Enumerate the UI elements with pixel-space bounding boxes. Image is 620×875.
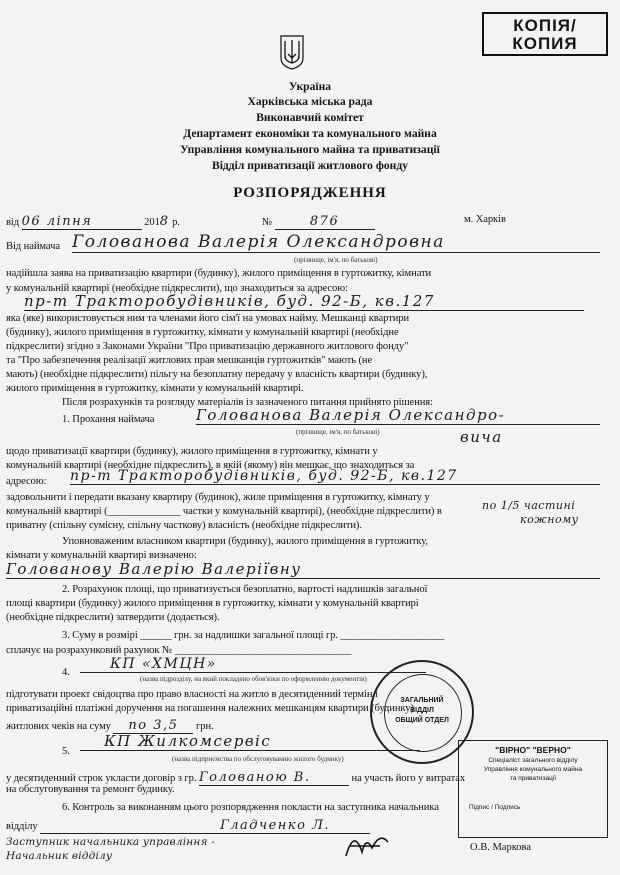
tenant-label: Від наймача [6, 241, 60, 252]
item4-caption: (назва підрозділу, на який покладено обов'язки по оформленню документів) [140, 675, 367, 683]
header-committee: Виконавчий комітет [256, 111, 364, 124]
verno-stamp-title: "ВІРНО" "ВЕРНО" [495, 745, 571, 755]
item2-line-1: 2. Розрахунок площі, що приватизується безоплатно, вартості надлишків загальної [62, 584, 428, 595]
item1-line-3-prefix: адресою: [6, 476, 47, 487]
body-line-3: яка (яке) використовується ним та членами його сім'ї на умовах найму. Мешканці квартири [6, 313, 410, 324]
item1-line-6: приватну (спільну сумісну, спільну часткову) власність (необхідне підкреслити). [6, 520, 362, 531]
item2-line-3: (необхідне підкреслити) затвердити (додається). [6, 612, 220, 623]
item1-share-note: по 1/5 частині [482, 499, 576, 512]
body-line-5: підкреслити) згідно з Законами України "Про приватизацію державного житлового фонду" [6, 341, 409, 352]
number-label: № [262, 217, 273, 228]
copy-stamp [482, 12, 608, 56]
body-line-9: Після розрахунків та розгляду матеріалів із зазначеного питання прийнято рішення: [62, 397, 433, 408]
item6-name: Гладченко Л. [40, 818, 370, 834]
item5-line-1-suffix: на участь його у витратах [351, 773, 466, 784]
item1-line-4: задовольнити і передати вказану квартиру (будинок), жиле приміщення в гуртожитку, кімнату у [6, 492, 430, 503]
number-row [262, 214, 375, 230]
item4-line-2: приватизаційні платіжні доручення на погашення належних мешканцям квартири (будинку) [6, 703, 414, 714]
item4-sum: по 3,5 [113, 718, 193, 734]
verno-stamp [458, 740, 608, 838]
item4-line-3-suffix: грн. [196, 721, 214, 732]
item1-line-7: Уповноваженим власником квартири (будинку), жилого приміщення в гуртожитку, [62, 536, 428, 547]
item6-line-1: 6. Контроль за виконанням цього розпорядження покласти на заступника начальника [62, 802, 439, 813]
item1-address: пр-т Тракторобудівників, буд. 92-Б, кв.127 [70, 468, 600, 485]
copy-stamp-line2: КОПИЯ [512, 34, 578, 53]
footer-role-2: Начальник відділу [6, 850, 113, 862]
item5-line-1-prefix: у десятиденний строк укласти договір з гр. [6, 773, 197, 784]
item1-lead: 1. Прохання наймача [62, 414, 155, 425]
item1-authorized-owner: Голованову Валерію Валеріївну [6, 560, 600, 579]
date-row [6, 214, 180, 230]
item1-caption: (прізвище, ім'я, по батькові) [296, 428, 380, 436]
year-prefix: 201 [144, 217, 160, 228]
date-prefix: від [6, 217, 20, 228]
verno-stamp-line3: та приватизації [509, 775, 557, 782]
item2-line-2: площі квартири (будинку) жилого приміщення в гуртожитку, кімнати у комунальній квартирі [6, 598, 419, 609]
body-line-2: у комунальній квартирі (необхідне підкреслити), що знаходиться за адресою: [6, 283, 348, 294]
document-number: 876 [275, 214, 375, 230]
item5-name: Голованою В. [199, 770, 349, 786]
footer-signatory: О.В. Маркова [470, 842, 532, 853]
tenant-name: Голованова Валерія Олександровна [72, 232, 600, 253]
item1-line-5: комунальній квартирі (______________ частки у комунальній квартирі), (необхідне підкреслити) в [6, 506, 442, 517]
header-council: Харківська міська рада [247, 95, 373, 108]
document-title: РОЗПОРЯДЖЕННЯ [233, 185, 387, 201]
date-day-month: 06 ліпня [22, 214, 142, 230]
item1-line-8: кімнати у комунальній квартирі визначено: [6, 550, 197, 561]
item5-caption: (назва підприємства по обслуговуванню жилого будинку) [172, 755, 344, 763]
item6-line-2 [6, 818, 370, 834]
signature-icon [340, 822, 394, 862]
header-division: Відділ приватизації житлового фонду [211, 159, 409, 172]
item4-line-3-prefix: житлових чеків на суму [6, 721, 111, 732]
body-line-4: (будинку), жилого приміщення в гуртожитку, кімнати у комунальній квартирі (необхідне [6, 327, 399, 338]
tenant-caption: (прізвище, ім'я, по батькові) [294, 256, 378, 264]
item1-name-continued: вича [460, 428, 503, 446]
item1-name: Голованова Валерія Олександро- [196, 406, 600, 425]
trident-emblem-icon [279, 34, 305, 70]
body-line-8: жилого приміщення в гуртожитку, кімнати у комунальній квартирі. [6, 383, 304, 394]
header-department: Департамент економіки та комунального майна [183, 127, 437, 140]
round-stamp-line1: ЗАГАЛЬНИЙ [400, 697, 444, 704]
verno-stamp-sign: Підпис / Подпись [469, 804, 521, 811]
footer-role-1: Заступник начальника управління - [6, 836, 215, 848]
item4-company: КП «ХМЦН» [80, 656, 426, 673]
item3-line-2: сплачує на розрахунковий рахунок № __________________________________ [6, 645, 352, 656]
body-line-7: мають) (необхідне підкреслити) пільгу на безоплатну передачу у власність квартири (будинку), [6, 369, 428, 380]
body-line-6: та "Про забезпечення реалізації житлових прав мешканців гуртожитків" мають (не [6, 355, 373, 366]
item6-line-2-prefix: відділу [6, 821, 38, 832]
header-country: Україна [288, 80, 332, 93]
verno-stamp-line2: Управління комунального майна [483, 766, 583, 773]
item4-line-1: підготувати проект свідоцтва про право власності на житло в десятиденний термін і [6, 689, 378, 700]
round-stamp-line2: ВІДДІЛ [410, 707, 434, 714]
item1-line-2: комунальній квартирі (необхідне підкреслить), в якій (якому) він мешкає, що знаходиться за [6, 460, 415, 471]
item5-line-2: на обслуговування та ремонт будинку. [6, 784, 175, 795]
body-line-1: надійшла заява на приватизацію квартири (будинку), жилого приміщення в гуртожитку, кімнати [6, 268, 432, 279]
body-address: пр-т Тракторобудівників, буд. 92-Б, кв.127 [24, 292, 584, 311]
city: м. Харків [464, 214, 506, 225]
item5-number: 5. [62, 746, 70, 757]
year-suffix: 8 [159, 214, 170, 229]
item3-line-1: 3. Суму в розмірі ______ грн. за надлишки загальної площі гр. ____________________ [62, 630, 445, 641]
verno-stamp-line1: Спеціаліст загального відділу [488, 757, 578, 764]
year-label: р. [172, 217, 180, 228]
item4-number: 4. [62, 667, 70, 678]
copy-stamp-line1: КОПІЯ/ [513, 16, 577, 35]
header-directorate: Управління комунального майна та приватизації [180, 143, 440, 156]
item1-line-1: щодо приватизації квартири (будинку), жилого приміщення в гуртожитку, кімнати у [6, 446, 378, 457]
round-stamp-line3: ОБЩИЙ ОТДЕЛ [395, 717, 449, 724]
item1-share-note-2: кожному [520, 513, 579, 526]
item5-company: КП Жилкомсервіс [80, 732, 420, 751]
